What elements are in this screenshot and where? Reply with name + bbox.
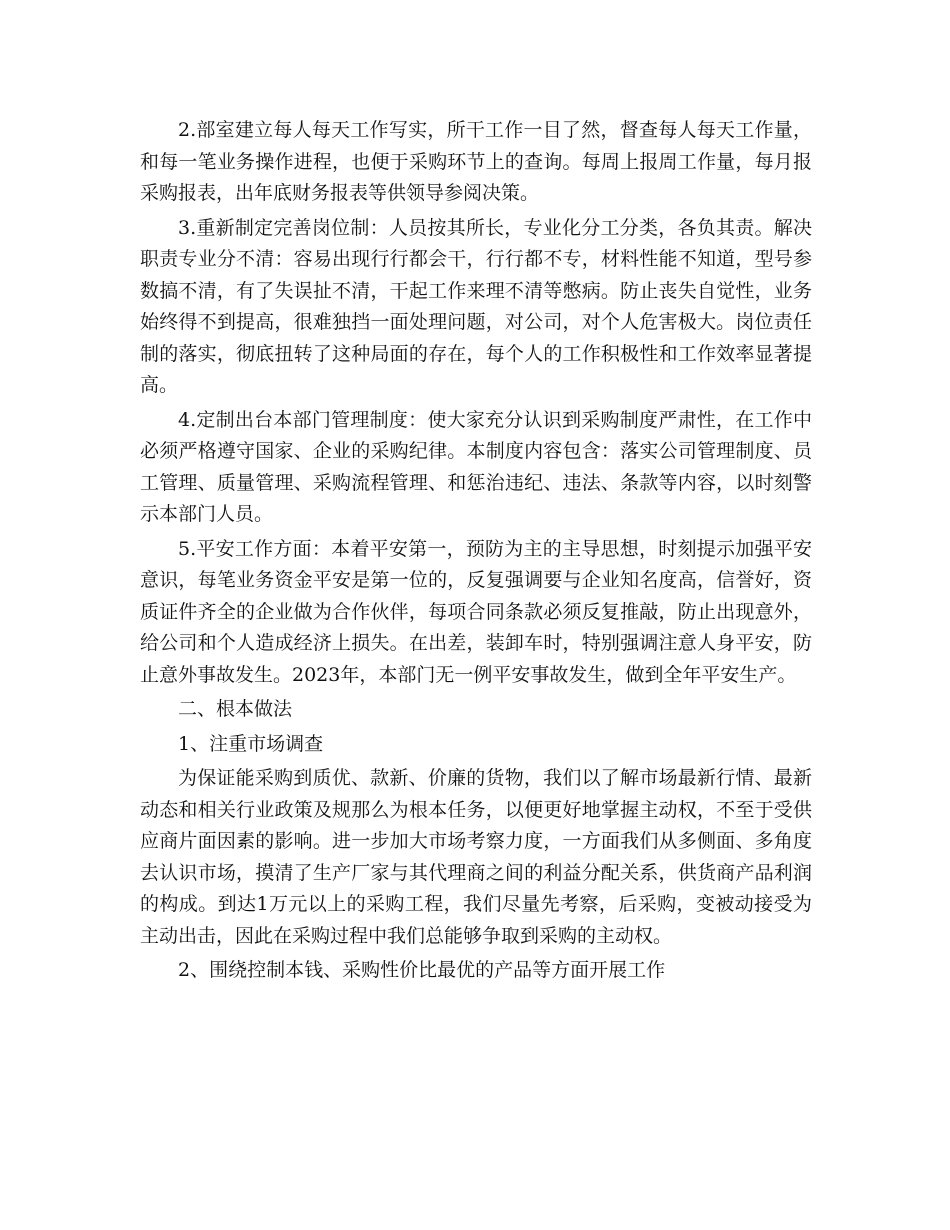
paragraph-market-research: 为保证能采购到质优、款新、价廉的货物，我们以了解市场最新行情、最新动态和相关行业政策及规那么为根本任务，以便更好地掌握主动权，不至于受供应商片面因素的影响。进一步加大市场考察力度，一方面我们从多侧面、多角度去认识市场，摸清了生产厂家与其代理商之间的利益分配关系，供货商产品利润的构成。到达1万元以上的采购工程，我们尽量先考察，后采购，变被动接受为主动出击，因此在采购过程中我们总能够争取到采购的主动权。 (140, 767, 812, 947)
subheading-market-research: 1、注重市场调查 (178, 732, 324, 755)
paragraph-item-5-safety-work: 5.平安工作方面：本着平安第一，预防为主的主导思想，时刻提示加强平安意识，每笔业务资金平安是第一位的，反复强调要与企业知名度高，信誉好，资质证件齐全的企业做为合作伙伴，每项合同条款必须反复推敲，防止出现意外，给公司和个人造成经济上损失。在出差，装卸车时，特别强调注意人身平安，防止意外事故发生。2023年，本部门无一例平安事故发生，做到全年平安生产。 (140, 537, 812, 686)
paragraph-item-3-post-system: 3.重新制定完善岗位制：人员按其所长，专业化分工分类，各负其责。解决职责专业分不清：容易出现行行都会干，行行都不专，材料性能不知道，型号参数搞不清，有了失误扯不清，干起工作来理不清等憋病。防止丧失自觉性，业务始终得不到提高，很难独挡一面处理问题，对公司，对个人危害极大。岗位责任制的落实，彻底扭转了这种局面的存在，每个人的工作积极性和工作效率显著提高。 (140, 216, 812, 396)
section-heading-basic-methods: 二、根本做法 (178, 698, 293, 720)
document-body (140, 115, 812, 990)
paragraph-item-4-management-rules: 4.定制出台本部门管理制度：使大家充分认识到采购制度严肃性，在工作中必须严格遵守国家、企业的采购纪律。本制度内容包含：落实公司管理制度、员工管理、质量管理、采购流程管理、和惩治违纪、违法、条款等内容，以时刻警示本部门人员。 (140, 408, 812, 525)
paragraph-item-2-work-records: 2.部室建立每人每天工作写实，所干工作一目了然，督查每人每天工作量，和每一笔业务操作进程，也便于采购环节上的查询。每周上报周工作量，每月报采购报表，出年底财务报表等供领导参阅决策。 (140, 119, 812, 204)
subheading-cost-control: 2、围绕控制本钱、采购性价比最优的产品等方面开展工作 (178, 959, 666, 981)
